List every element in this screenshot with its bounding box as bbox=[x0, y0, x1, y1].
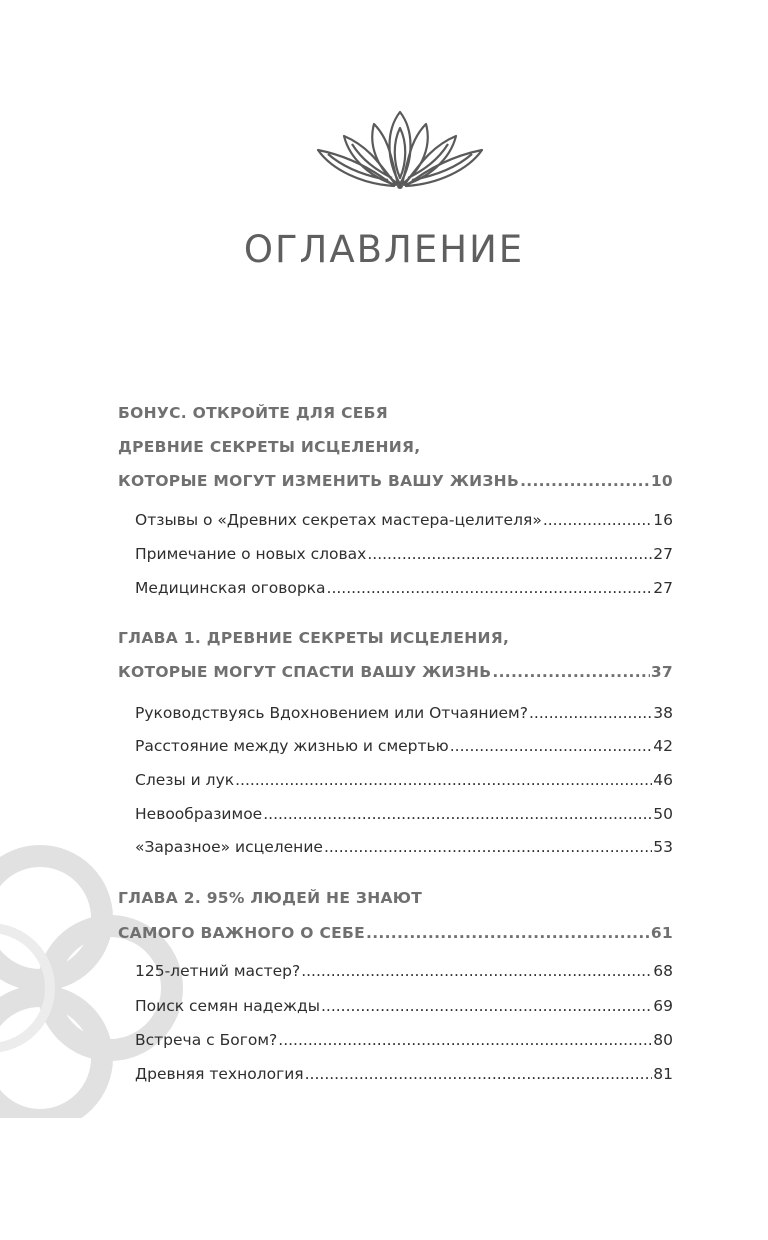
page-number: 61 bbox=[650, 924, 673, 942]
toc-entry[interactable]: Невообразимое ..... 50 bbox=[135, 805, 673, 829]
toc-heading-line[interactable]: ГЛАВА 2. 95% ЛЮДЕЙ НЕ ЗНАЮТ bbox=[118, 889, 423, 907]
page-number: 38 bbox=[653, 704, 673, 722]
dot-leader bbox=[492, 663, 649, 681]
page-title: ОГЛАВЛЕНИЕ bbox=[243, 227, 525, 271]
toc-entry[interactable]: Расстояние между жизнью и смертью ..... 42 bbox=[135, 737, 673, 761]
toc-entry[interactable]: «Заразное» исцеление ..... 53 bbox=[135, 838, 673, 862]
page-number: 37 bbox=[650, 663, 673, 681]
page-number: 80 bbox=[653, 1031, 673, 1049]
dot-leader bbox=[450, 737, 653, 755]
dot-leader bbox=[301, 962, 652, 980]
page-number: 42 bbox=[653, 737, 673, 755]
toc-heading-entry[interactable]: КОТОРЫЕ МОГУТ ИЗМЕНИТЬ ВАШУ ЖИЗНЬ ..... 10 bbox=[118, 472, 673, 496]
dot-leader bbox=[367, 545, 652, 563]
lotus-ornament-icon bbox=[314, 108, 486, 192]
page-number: 16 bbox=[653, 511, 673, 529]
toc-heading-line[interactable]: ГЛАВА 1. ДРЕВНИЕ СЕКРЕТЫ ИСЦЕЛЕНИЯ, bbox=[118, 629, 510, 647]
toc-heading-entry[interactable]: КОТОРЫЕ МОГУТ СПАСТИ ВАШУ ЖИЗНЬ ..... 37 bbox=[118, 663, 673, 687]
page-number: 46 bbox=[653, 771, 673, 789]
toc-entry[interactable]: Руководствуясь Вдохновением или Отчаянием? ..... 38 bbox=[135, 704, 673, 728]
dot-leader bbox=[324, 838, 652, 856]
dot-leader bbox=[263, 805, 652, 823]
dot-leader bbox=[305, 1065, 653, 1083]
toc-entry[interactable]: Древняя технология ..... 81 bbox=[135, 1065, 673, 1089]
toc-entry[interactable]: Медицинская оговорка ..... 27 bbox=[135, 579, 673, 603]
page-number: 81 bbox=[653, 1065, 673, 1083]
toc-entry[interactable]: Встреча с Богом? ..... 80 bbox=[135, 1031, 673, 1055]
page-number: 68 bbox=[653, 962, 673, 980]
toc-entry[interactable]: 125-летний мастер? ..... 68 bbox=[135, 962, 673, 986]
page-number: 27 bbox=[653, 579, 673, 597]
dot-leader bbox=[543, 511, 652, 529]
dot-leader bbox=[366, 924, 650, 942]
toc-entry[interactable]: Слезы и лук ..... 46 bbox=[135, 771, 673, 795]
dot-leader bbox=[278, 1031, 652, 1049]
dot-leader bbox=[327, 579, 653, 597]
page-number: 50 bbox=[653, 805, 673, 823]
dot-leader bbox=[520, 472, 650, 490]
toc-entry[interactable]: Отзывы о «Древних секретах мастера-целителя» ..... 16 bbox=[135, 511, 673, 535]
dot-leader bbox=[321, 997, 652, 1015]
toc-entry[interactable]: Поиск семян надежды ..... 69 bbox=[135, 997, 673, 1021]
toc-heading-line[interactable]: БОНУС. ОТКРОЙТЕ ДЛЯ СЕБЯ bbox=[118, 404, 388, 422]
dot-leader bbox=[529, 704, 652, 722]
toc-entry[interactable]: Примечание о новых словах ..... 27 bbox=[135, 545, 673, 569]
page-number: 27 bbox=[653, 545, 673, 563]
toc-heading-entry[interactable]: САМОГО ВАЖНОГО О СЕБЕ ..... 61 bbox=[118, 924, 673, 948]
page-number: 53 bbox=[653, 838, 673, 856]
page-number: 69 bbox=[653, 997, 673, 1015]
dot-leader bbox=[235, 771, 652, 789]
page-number: 10 bbox=[650, 472, 673, 490]
toc-heading-line[interactable]: ДРЕВНИЕ СЕКРЕТЫ ИСЦЕЛЕНИЯ, bbox=[118, 438, 421, 456]
